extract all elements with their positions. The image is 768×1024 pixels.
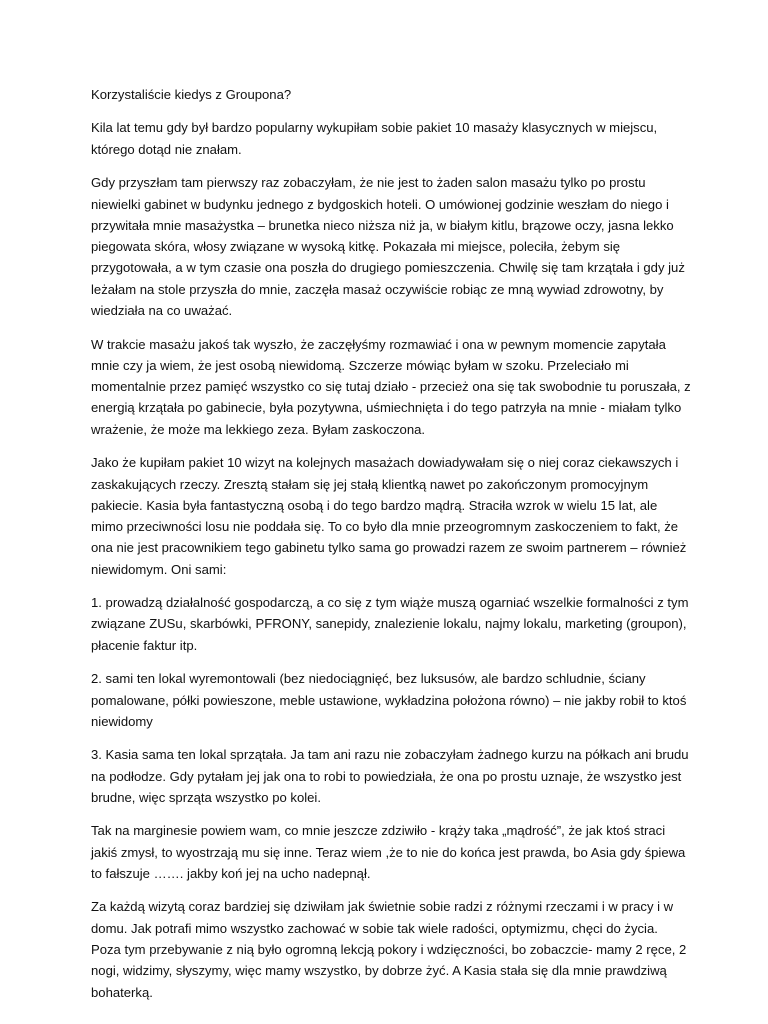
paragraph-margin-note: Tak na marginesie powiem wam, co mnie jeszcze zdziwiło - krąży taka „mądrość”, że jak ktoś straci jakiś zmysł, to wyostrzają mu się inne. Teraz wiem ,że to nie do końca jest prawda, bo Asia gdy śpiewa to fałszuje ……. jakby koń jej na ucho nadepnął. — [91, 823, 686, 881]
paragraph-first-visit: Gdy przyszłam tam pierwszy raz zobaczyłam, że nie jest to żaden salon masażu tylko po prostu niewielki gabinet w budynku jednego z bydgoskich hoteli. O umówionej godzinie weszłam do niego i przywitała mnie masażystka – brunetka nieco niższa niż ja, w białym kitlu, brązowe oczy, jasna lekko piegowata skóra, włosy związane w wysoką kitkę. Pokazała mi miejsce, poleciła, żebym się przygotowała, a w tym czasie ona poszła do drugiego pomieszczenia. Chwilę się tam krzątała i gdy już leżałam na stole przyszła do mnie, zaczęła masaż oczywiście robiąc ze mną wywiad zdrowotny, by wiedziała na co uważać. — [91, 175, 685, 319]
paragraph-intro: Kila lat temu gdy był bardzo popularny wykupiłam sobie pakiet 10 masaży klasycznych w miejscu, którego dotąd nie znałam. — [91, 120, 658, 157]
list-item-3: 3. Kasia sama ten lokal sprzątała. Ja tam ani razu nie zobaczyłam żadnego kurzu na półkach ani brudu na podłodze. Gdy pytałam jej jak ona to robi to powiedziała, że ona po prostu uznaje, że wszystko jest brudne, więc sprząta wszystko po kolei. — [91, 747, 689, 805]
document-body — [91, 84, 691, 1015]
paragraph-massage-conversation: W trakcie masażu jakoś tak wyszło, że zaczęłyśmy rozmawiać i ona w pewnym momencie zapytała mnie czy ja wiem, że jest osobą niewidomą. Szczerze mówiąc byłam w szoku. Przeleciało mi momentalnie przez pamięć wszystko co się tutaj działo - przecież ona się tak swobodnie tu poruszała, z energią krzątała po gabinecie, była pozytywna, uśmiechnięta i do tego patrzyła na mnie - miałam tylko wrażenie, że może ma lekkiego zeza. Byłam zaskoczona. — [91, 336, 691, 437]
list-item-2: 2. sami ten lokal wyremontowali (bez niedociągnięć, bez luksusów, ale bardzo schludnie, ściany pomalowane, półki powieszone, meble ustawione, wykładzina położona równo) – nie jakby robił to ktoś niewidomy — [91, 671, 687, 729]
paragraph-package: Jako że kupiłam pakiet 10 wizyt na kolejnych masażach dowiadywałam się o niej coraz ciekawszych i zaskakujących rzeczy. Zresztą stałam się jej stałą klientką nawet po zakończonym promocyjnym pakiecie. Kasia była fantastyczną osobą i do tego bardzo mądrą. Straciła wzrok w wielu 15 lat, ale mimo przeciwności losu nie poddała się. To co było dla mnie przeogromnym zaskoczeniem to fakt, że ona nie jest pracownikiem tego gabinetu tylko sama go prowadzi razem ze swoim partnerem – również niewidomym. Oni sami: — [91, 455, 687, 577]
paragraph-conclusion: Za każdą wizytą coraz bardziej się dziwiłam jak świetnie sobie radzi z różnymi rzeczami i w pracy i w domu. Jak potrafi mimo wszystko zachować w sobie tak wiele radości, optymizmu, chęci do życia. Poza tym przebywanie z nią było ogromną lekcją pokory i wdzięczności, bo zobaczcie- mamy 2 ręce, 2 nogi, widzimy, słyszymy, więc mamy wszystko, by dobrze żyć. A Kasia stała się dla mnie prawdziwą bohaterką. — [91, 899, 687, 1000]
paragraph-question: Korzystaliście kiedys z Groupona? — [91, 87, 292, 102]
list-item-1: 1. prowadzą działalność gospodarczą, a co się z tym wiąże muszą ogarniać wszelkie formalności z tym związane ZUSu, skarbówki, PFRONY, sanepidy, znalezienie lokalu, najmy lokalu, marketing (groupon), płacenie faktur itp. — [91, 595, 689, 653]
